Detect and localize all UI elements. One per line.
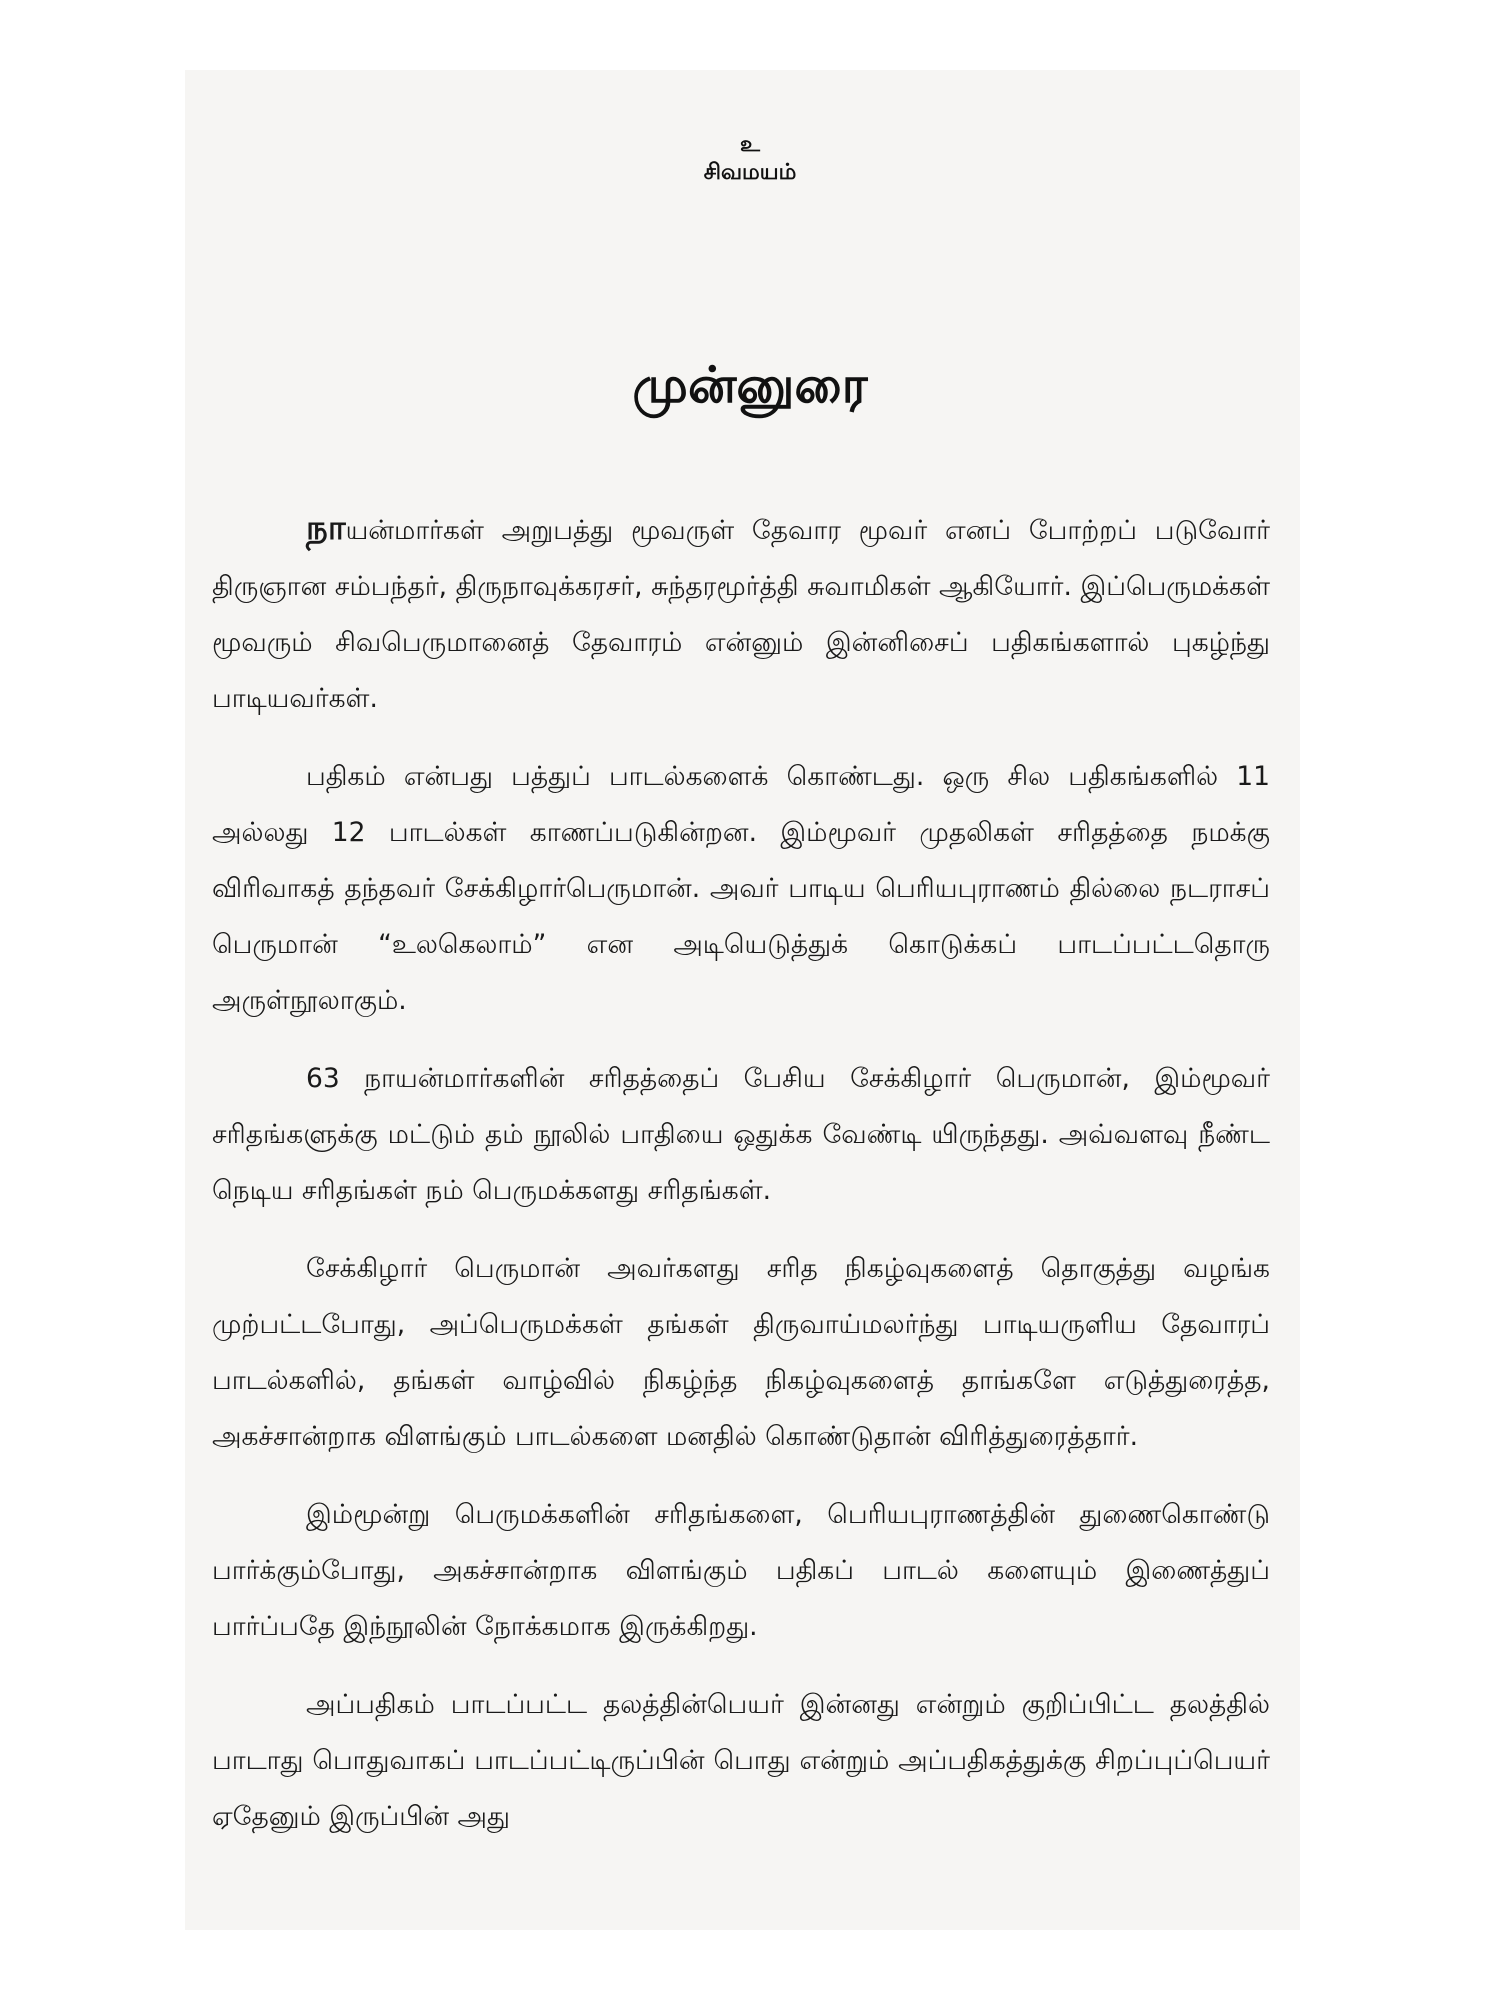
paragraph-1: [212, 500, 1270, 727]
paragraph-4: [212, 1241, 1270, 1465]
paragraph-text: இம்மூன்று பெருமக்களின் சரிதங்களை, பெரியபுராணத்தின் துணைகொண்டு பார்க்கும்போது, அகச்சான்றாக விளங்கும் பதிகப் பாடல் களையும் இணைத்துப் பார்ப்பதே இந்நூலின் நோக்கமாக இருக்கிறது.: [212, 1499, 1270, 1642]
paragraph-text: யன்மார்கள் அறுபத்து மூவருள் தேவார மூவர் எனப் போற்றப் படுவோர் திருஞான சம்பந்தர், திருநாவுக்கரசர், சுந்தரமூர்த்தி சுவாமிகள் ஆகியோர். இப்பெருமக்கள் மூவரும் சிவபெருமானைத் தேவாரம் என்னும் இன்னிசைப் பதிகங்களால் புகழ்ந்து பாடியவர்கள்.: [212, 515, 1270, 714]
paragraph-text: 63 நாயன்மார்களின் சரிதத்தைப் பேசிய சேக்கிழார் பெருமான், இம்மூவர் சரிதங்களுக்கு மட்டும் தம் நூலில் பாதியை ஒதுக்க வேண்டி யிருந்தது. அவ்வளவு நீண்ட நெடிய சரிதங்கள் நம் பெருமக்களது சரிதங்கள்.: [212, 1063, 1270, 1206]
paragraph-6: [212, 1677, 1270, 1845]
page-header: [0, 132, 1500, 188]
paragraph-lead: நா: [306, 508, 346, 548]
paragraph-text: அப்பதிகம் பாடப்பட்ட தலத்தின்பெயர் இன்னது என்றும் குறிப்பிட்ட தலத்தில் பாடாது பொதுவாகப் பாடப்பட்டிருப்பின் பொது என்றும் அப்பதிகத்துக்கு சிறப்புப்பெயர் ஏதேனும் இருப்பின் அது: [212, 1689, 1270, 1832]
header-invocation: சிவமயம்: [703, 160, 797, 185]
paragraph-3: [212, 1051, 1270, 1219]
paragraph-2: [212, 749, 1270, 1029]
paragraph-text: பதிகம் என்பது பத்துப் பாடல்களைக் கொண்டது. ஒரு சில பதிகங்களில் 11 அல்லது 12 பாடல்கள் காணப்படுகின்றன. இம்மூவர் முதலிகள் சரிதத்தை நமக்கு விரிவாகத் தந்தவர் சேக்கிழார்பெருமான். அவர் பாடிய பெரியபுராணம் தில்லை நடராசப் பெருமான் “உலகெலாம்” என அடியெடுத்துக் கொடுக்கப் பாடப்பட்டதொரு அருள்நூலாகும்.: [212, 761, 1270, 1016]
body-text: [212, 500, 1270, 1845]
paragraph-5: [212, 1487, 1270, 1655]
paragraph-text: சேக்கிழார் பெருமான் அவர்களது சரித நிகழ்வுகளைத் தொகுத்து வழங்க முற்பட்டபோது, அப்பெருமக்கள் தங்கள் திருவாய்மலர்ந்து பாடியருளிய தேவாரப் பாடல்களில், தங்கள் வாழ்வில் நிகழ்ந்த நிகழ்வுகளைத் தாங்களே எடுத்துரைத்த, அகச்சான்றாக விளங்கும் பாடல்களை மனதில் கொண்டுதான் விரித்துரைத்தார்.: [212, 1253, 1270, 1452]
chapter-title: முன்னுரை: [632, 356, 868, 414]
header-mark: உ: [740, 132, 760, 157]
